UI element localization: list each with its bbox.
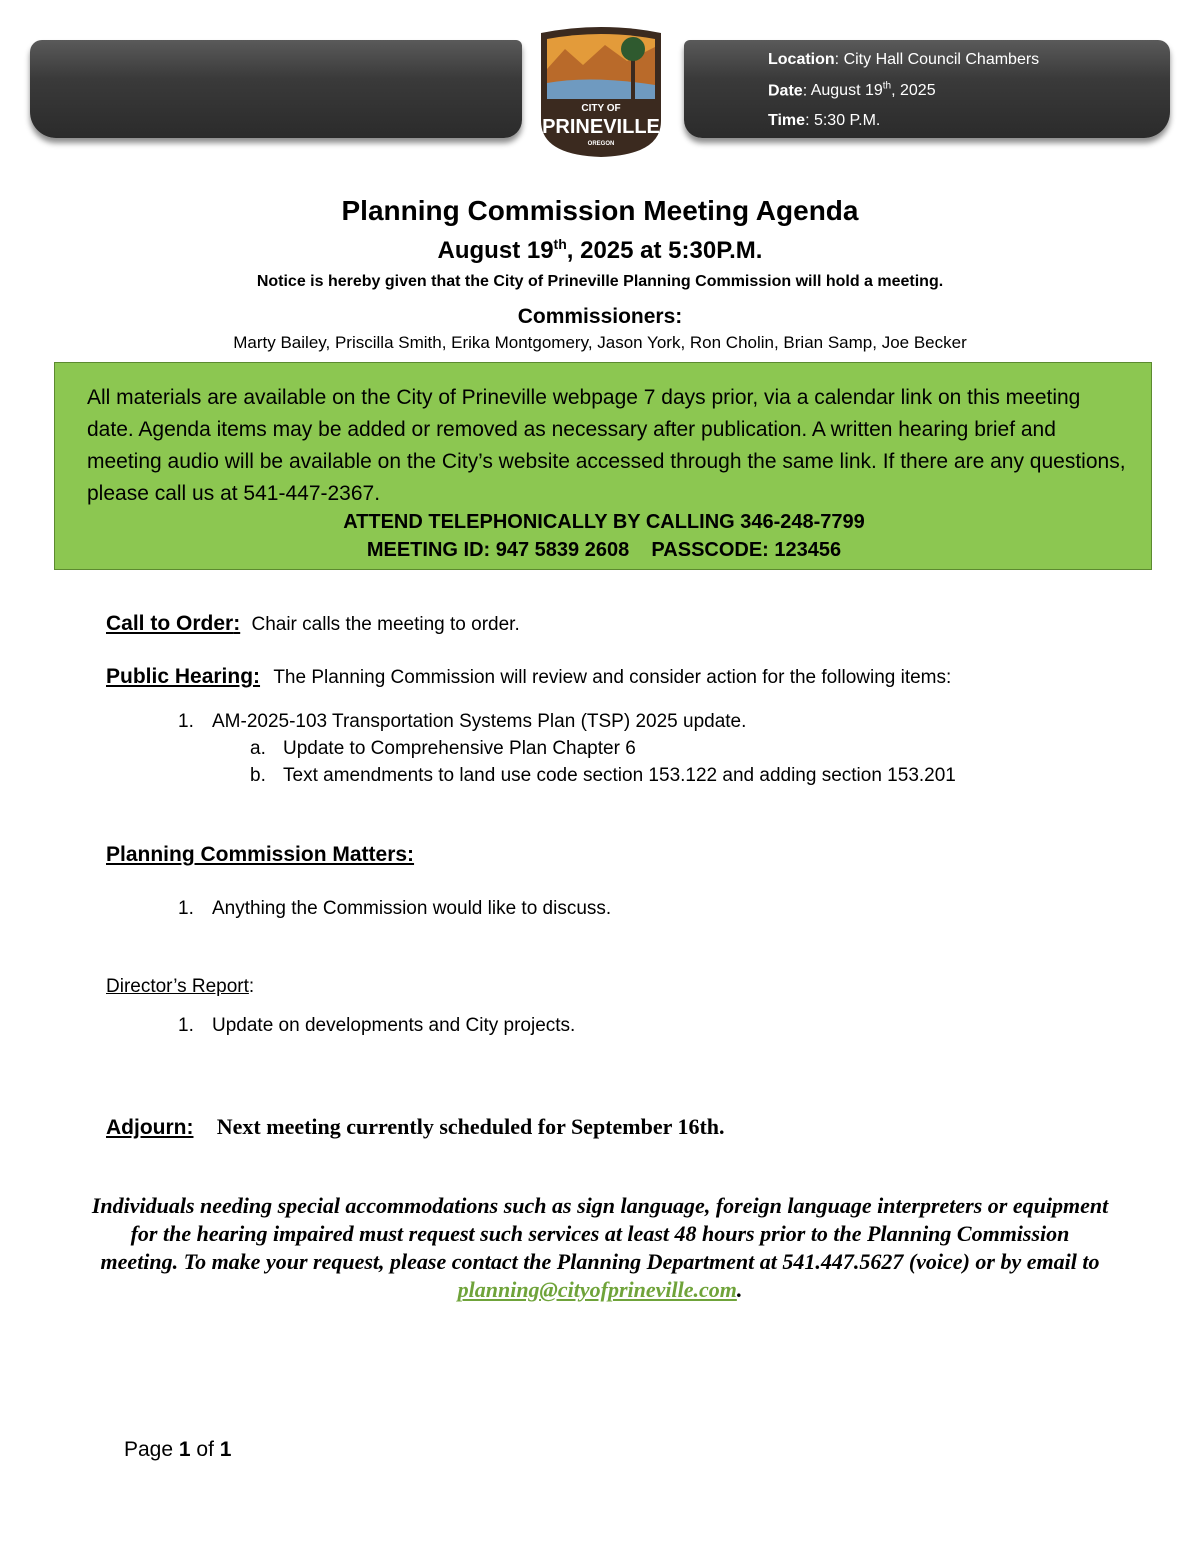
public-hearing-item: AM-2025-103 Transportation Systems Plan (TSP) 2025 update. bbox=[212, 711, 747, 732]
public-hearing-text: The Planning Commission will review and consider action for the following items: bbox=[273, 667, 952, 688]
info-box bbox=[54, 362, 1152, 570]
accommodations-note: Individuals needing special accommodations such as sign language, foreign language interpreters or equipment for the hearing impaired must request such services at least 48 hours prior to the Planning Commission meeting. To make your request, please contact the Planning Department at 541.447.5627 (voice) or by email to planning@cityofprineville.com. bbox=[91, 1193, 1109, 1302]
meeting-subtitle: August 19th, 2025 at 5:30P.M. bbox=[437, 236, 763, 264]
directors-report-item: Update on developments and City projects. bbox=[212, 1015, 576, 1036]
page-title: Planning Commission Meeting Agenda bbox=[341, 195, 859, 226]
city-logo bbox=[531, 25, 671, 160]
subitem-letter: a. bbox=[250, 738, 266, 759]
adjourn bbox=[106, 1114, 725, 1140]
header-banner-left bbox=[30, 40, 522, 138]
subitem-letter: b. bbox=[250, 765, 266, 786]
subitem-text: Update to Comprehensive Plan Chapter 6 bbox=[283, 738, 636, 759]
page-number: Page 1 of 1 bbox=[124, 1438, 232, 1461]
directors-report: Director’s Report: bbox=[106, 976, 255, 997]
meeting-id-line: MEETING ID: 947 5839 2608 PASSCODE: 123456 bbox=[366, 539, 842, 561]
planning-email-link[interactable]: planning@cityofprineville.com bbox=[457, 1277, 737, 1302]
meeting-date: Date: August 19th, 2025 bbox=[768, 81, 936, 100]
commission-matters-item-number: 1. bbox=[178, 898, 194, 919]
commission-matters bbox=[106, 843, 414, 867]
commissioners-heading: Commissioners: bbox=[517, 305, 683, 328]
commissioners-list: Marty Bailey, Priscilla Smith, Erika Montgomery, Jason York, Ron Cholin, Brian Samp, Joe Becker bbox=[233, 333, 967, 352]
meeting-time: Time: 5:30 P.M. bbox=[768, 112, 881, 129]
directors-report-item-number: 1. bbox=[178, 1015, 194, 1036]
call-to-order-label: Call to Order bbox=[106, 612, 234, 635]
meeting-location: Location: City Hall Council Chambers bbox=[768, 51, 1040, 68]
adjourn-label: Adjourn: bbox=[106, 1116, 194, 1139]
public-hearing-item-number: 1. bbox=[178, 711, 194, 732]
info-paragraph: All materials are available on the City of Prineville webpage 7 days prior, via a calendar link on this meeting date. Agenda items may be added or removed as necessary after publication. A written hearing brief and meeting audio will be available on the City’s website accessed through the same link. If there are any questions, please call us at 541-447-2367. bbox=[87, 386, 1126, 505]
directors-report-label: Director’s Report bbox=[106, 976, 249, 997]
logo-city-of-text: CITY OF bbox=[581, 103, 621, 114]
meeting-notice: Notice is hereby given that the City of Prineville Planning Commission will hold a meeting. bbox=[256, 273, 944, 290]
subitem-text: Text amendments to land use code section 153.122 and adding section 153.201 bbox=[283, 765, 956, 786]
phone-line: ATTEND TELEPHONICALLY BY CALLING 346-248-7799 bbox=[343, 511, 865, 533]
logo-oregon-text: OREGON bbox=[587, 141, 615, 147]
call-to-order: Call to Order: Chair calls the meeting to order. bbox=[106, 612, 520, 635]
commission-matters-label: Planning Commission Matters: bbox=[106, 843, 415, 866]
commission-matters-item: Anything the Commission would like to discuss. bbox=[212, 898, 612, 919]
public-hearing-label: Public Hearing: bbox=[106, 665, 261, 688]
meeting-date-value: August 19th, 2025 bbox=[810, 81, 936, 100]
logo-prineville-text: PRINEVILLE bbox=[542, 116, 660, 138]
call-to-order-text: Chair calls the meeting to order. bbox=[251, 614, 520, 635]
public-hearing bbox=[106, 665, 951, 689]
adjourn-text: Next meeting currently scheduled for September 16th. bbox=[216, 1114, 725, 1139]
